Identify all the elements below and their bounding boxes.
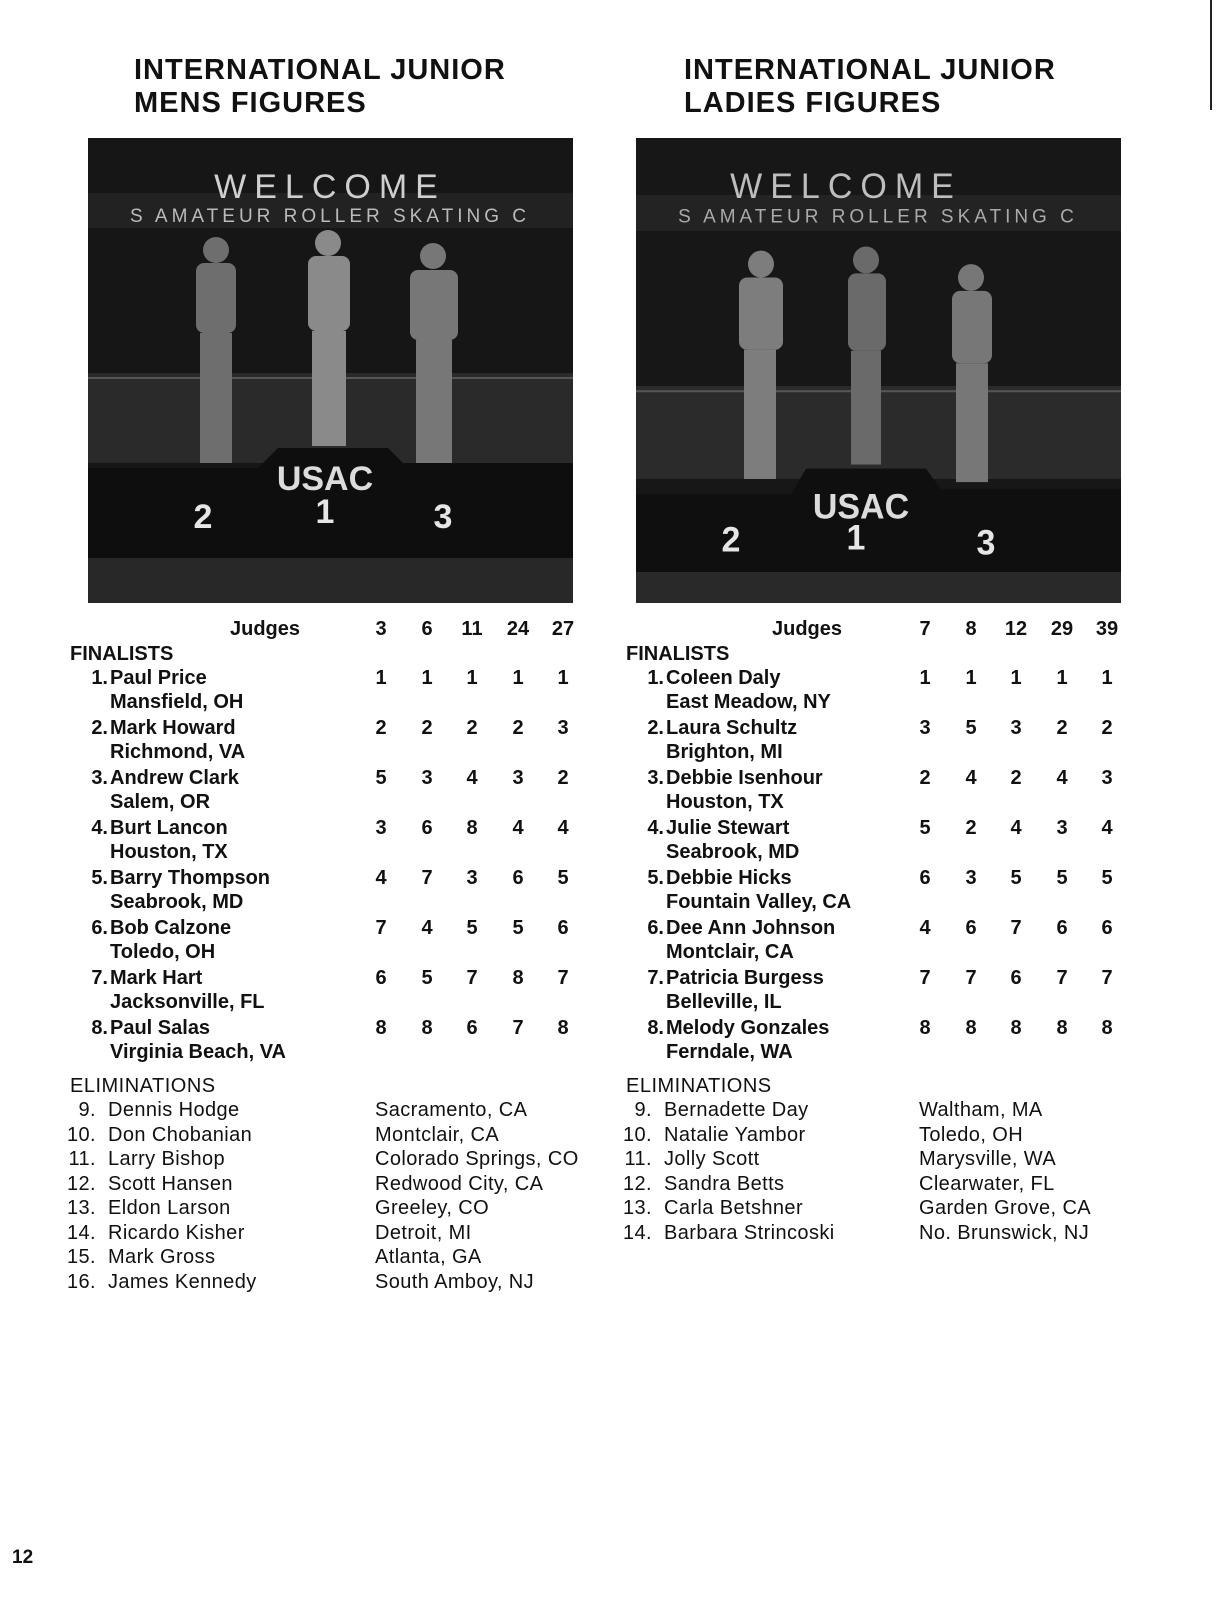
finalist-rank: 8. xyxy=(91,1017,108,1039)
finalist-rank: 5. xyxy=(647,867,664,889)
judge-score: 7 xyxy=(1101,967,1113,989)
finalist-city: Mansfield, OH xyxy=(110,691,244,713)
judge-score: 7 xyxy=(512,1017,524,1039)
judge-score: 4 xyxy=(1056,767,1068,789)
finalist-city: Houston, TX xyxy=(110,841,228,863)
finalist-name: Mark Howard xyxy=(110,717,236,739)
judge-score: 2 xyxy=(421,717,433,739)
elimination-rank: 10. xyxy=(622,1123,652,1146)
judge-number: 6 xyxy=(421,618,433,640)
elimination-rank: 9. xyxy=(634,1099,652,1121)
judge-score: 3 xyxy=(466,867,478,889)
judge-score: 7 xyxy=(919,967,931,989)
podium-place-second: 2 xyxy=(193,498,213,536)
elimination-city: Colorado Springs, CO xyxy=(375,1148,579,1170)
finalist-rank: 7. xyxy=(647,967,664,989)
judge-score: 6 xyxy=(1056,917,1068,939)
judges-row xyxy=(626,618,1146,642)
finalist-rank: 4. xyxy=(91,817,108,839)
elimination-row xyxy=(622,1172,1146,1197)
judge-score: 3 xyxy=(965,867,977,889)
judge-score: 5 xyxy=(1056,867,1068,889)
finalist-rank: 6. xyxy=(647,917,664,939)
judge-score: 1 xyxy=(1101,667,1113,689)
judge-score: 2 xyxy=(512,717,524,739)
judge-score: 1 xyxy=(1010,667,1022,689)
eliminations-list xyxy=(622,1098,1146,1245)
elimination-rank: 16. xyxy=(66,1270,96,1293)
judge-score: 8 xyxy=(919,1017,931,1039)
judge-score: 7 xyxy=(466,967,478,989)
judge-number: 8 xyxy=(965,618,977,640)
finalist-name: Paul Price xyxy=(110,667,207,689)
judge-score: 1 xyxy=(512,667,524,689)
judge-score: 5 xyxy=(965,717,977,739)
elimination-rank: 14. xyxy=(66,1221,96,1244)
elimination-city: South Amboy, NJ xyxy=(375,1270,535,1293)
judge-score: 8 xyxy=(557,1017,569,1039)
mens-figures-title xyxy=(134,54,506,120)
elimination-city: Marysville, WA xyxy=(919,1148,1057,1170)
judge-score: 7 xyxy=(965,967,977,989)
finalist-name: Andrew Clark xyxy=(110,767,239,789)
judge-number: 39 xyxy=(1095,618,1119,640)
judge-score: 1 xyxy=(375,667,387,689)
judge-score: 4 xyxy=(1101,817,1113,839)
finalist-rank: 6. xyxy=(91,917,108,939)
elimination-name: Don Chobanian xyxy=(108,1123,253,1146)
elimination-row xyxy=(626,1098,1146,1123)
finalist-city: Fountain Valley, CA xyxy=(666,891,852,913)
finalist-city: Belleville, IL xyxy=(666,991,782,1013)
podium-place-third: 3 xyxy=(433,498,453,536)
judge-score: 5 xyxy=(919,817,931,839)
page-number: 12 xyxy=(12,1547,34,1568)
finalist-name: Laura Schultz xyxy=(666,717,798,739)
judge-score: 6 xyxy=(421,817,433,839)
judge-score: 6 xyxy=(1010,967,1022,989)
elimination-name: Sandra Betts xyxy=(664,1172,785,1195)
eliminations-list xyxy=(66,1098,590,1294)
judge-score: 3 xyxy=(421,767,433,789)
judge-score: 8 xyxy=(965,1017,977,1039)
banner-welcome: WELCOME xyxy=(214,168,446,206)
judge-score: 5 xyxy=(557,867,569,889)
finalist-rank: 3. xyxy=(647,767,664,789)
judge-score: 4 xyxy=(1010,817,1022,839)
eliminations-heading: ELIMINATIONS xyxy=(626,1075,772,1097)
podium-photo-svg xyxy=(636,138,1121,603)
finalist-row xyxy=(70,716,590,766)
judge-score: 7 xyxy=(1010,917,1022,939)
elimination-name: Bernadette Day xyxy=(664,1099,809,1121)
elimination-city: Clearwater, FL xyxy=(919,1172,1055,1195)
podium-place-third: 3 xyxy=(976,523,996,563)
finalist-rank: 2. xyxy=(91,717,108,739)
elimination-rank: 10. xyxy=(66,1123,96,1146)
elimination-row xyxy=(66,1123,590,1148)
finalist-city: Richmond, VA xyxy=(110,741,246,763)
judge-number: 11 xyxy=(461,618,483,640)
elimination-rank: 12. xyxy=(66,1172,96,1195)
finalist-city: Toledo, OH xyxy=(110,941,216,963)
judge-score: 3 xyxy=(919,717,931,739)
judge-score: 6 xyxy=(557,917,569,939)
skater-second xyxy=(196,237,236,463)
finalist-city: Seabrook, MD xyxy=(666,841,800,863)
mens-podium-photo xyxy=(88,138,573,603)
title-line-2: LADIES FIGURES xyxy=(684,87,942,119)
finalist-rank: 5. xyxy=(91,867,108,889)
judge-number: 12 xyxy=(1004,618,1028,640)
judge-score: 1 xyxy=(919,667,931,689)
judge-number: 27 xyxy=(551,618,575,640)
elimination-name: Larry Bishop xyxy=(108,1148,226,1170)
skater-first xyxy=(848,247,886,465)
elimination-city: Atlanta, GA xyxy=(375,1246,482,1268)
elimination-name: Carla Betshner xyxy=(664,1197,803,1219)
judge-number: 24 xyxy=(506,618,530,640)
finalist-name: Paul Salas xyxy=(110,1017,211,1039)
finalist-row xyxy=(626,866,1146,916)
finalist-name: Melody Gonzales xyxy=(666,1017,830,1039)
judge-score: 1 xyxy=(557,667,569,689)
finalist-city: Montclair, CA xyxy=(666,941,794,963)
finalist-row xyxy=(626,666,1146,716)
judge-score: 5 xyxy=(1101,867,1113,889)
finalist-row xyxy=(70,966,590,1016)
banner-subtitle: S AMATEUR ROLLER SKATING C xyxy=(130,206,530,227)
judge-score: 5 xyxy=(466,917,478,939)
elimination-row xyxy=(622,1196,1146,1221)
skater-third xyxy=(952,264,992,482)
judge-score: 7 xyxy=(557,967,569,989)
elimination-city: Toledo, OH xyxy=(919,1123,1024,1146)
judge-score: 3 xyxy=(1010,717,1022,739)
skater-first xyxy=(308,230,350,446)
judge-score: 5 xyxy=(421,967,433,989)
finalist-name: Barry Thompson xyxy=(110,867,271,889)
judge-score: 8 xyxy=(1056,1017,1068,1039)
elimination-name: James Kennedy xyxy=(108,1270,257,1293)
finalist-row xyxy=(70,766,590,816)
elimination-rank: 11. xyxy=(68,1148,96,1170)
finalist-city: Seabrook, MD xyxy=(110,891,244,913)
finalist-row xyxy=(626,716,1146,766)
finalist-city: Virginia Beach, VA xyxy=(110,1041,286,1063)
elimination-row xyxy=(70,1147,590,1172)
elimination-city: Redwood City, CA xyxy=(375,1172,544,1195)
elimination-name: Barbara Strincoski xyxy=(664,1221,835,1244)
judge-score: 6 xyxy=(919,867,931,889)
elimination-row xyxy=(66,1221,590,1246)
judges-row xyxy=(70,618,590,642)
judge-score: 8 xyxy=(466,817,478,839)
judge-score: 1 xyxy=(1056,667,1068,689)
judge-score: 5 xyxy=(512,917,524,939)
finalist-name: Debbie Hicks xyxy=(666,867,792,889)
judge-score: 4 xyxy=(965,767,977,789)
judge-score: 6 xyxy=(512,867,524,889)
finalist-row xyxy=(626,766,1146,816)
judge-score: 8 xyxy=(1101,1017,1113,1039)
elimination-city: Detroit, MI xyxy=(375,1221,472,1244)
finalist-name: Bob Calzone xyxy=(110,917,232,939)
finalist-rank: 3. xyxy=(91,767,108,789)
finalists-heading: FINALISTS xyxy=(626,643,730,665)
finalist-city: East Meadow, NY xyxy=(666,691,831,713)
judge-score: 3 xyxy=(1056,817,1068,839)
judges-label: Judges xyxy=(772,618,843,640)
skater-third xyxy=(410,243,458,470)
finalist-row xyxy=(70,816,590,866)
podium-place-second: 2 xyxy=(721,520,741,560)
elimination-row xyxy=(622,1123,1146,1148)
elimination-city: Sacramento, CA xyxy=(375,1099,528,1121)
finalist-row xyxy=(626,816,1146,866)
finalist-name: Patricia Burgess xyxy=(666,967,824,989)
finalists-list xyxy=(626,666,1146,1066)
judge-number: 7 xyxy=(919,618,931,640)
judge-score: 2 xyxy=(1101,717,1113,739)
elimination-rank: 11. xyxy=(624,1148,652,1170)
elimination-name: Scott Hansen xyxy=(108,1172,233,1195)
elimination-row xyxy=(70,1098,590,1123)
finalist-rank: 4. xyxy=(647,817,664,839)
banner-welcome: WELCOME xyxy=(730,167,962,207)
elimination-row xyxy=(66,1270,590,1295)
finalist-row xyxy=(70,666,590,716)
finalist-city: Jacksonville, FL xyxy=(110,991,265,1013)
title-line-1: INTERNATIONAL JUNIOR xyxy=(134,54,506,86)
judge-score: 2 xyxy=(919,767,931,789)
finalist-rank: 1. xyxy=(91,667,108,689)
finalist-name: Debbie Isenhour xyxy=(666,767,823,789)
judge-score: 6 xyxy=(965,917,977,939)
judge-score: 2 xyxy=(1010,767,1022,789)
finalists-list xyxy=(70,666,590,1066)
elimination-name: Jolly Scott xyxy=(664,1148,760,1170)
elimination-city: Greeley, CO xyxy=(375,1197,490,1219)
judge-score: 5 xyxy=(1010,867,1022,889)
finalist-rank: 8. xyxy=(647,1017,664,1039)
judge-score: 1 xyxy=(421,667,433,689)
elimination-rank: 9. xyxy=(78,1099,96,1121)
elimination-rank: 15. xyxy=(66,1246,96,1268)
finalist-rank: 1. xyxy=(647,667,664,689)
finalist-row xyxy=(626,966,1146,1016)
elimination-city: No. Brunswick, NJ xyxy=(919,1221,1090,1244)
finalist-rank: 2. xyxy=(647,717,664,739)
elimination-name: Mark Gross xyxy=(108,1246,216,1268)
ladies-podium-photo xyxy=(636,138,1121,603)
finalist-row xyxy=(70,916,590,966)
title-line-2: MENS FIGURES xyxy=(134,87,367,119)
judge-score: 8 xyxy=(512,967,524,989)
page-edge-line xyxy=(1210,0,1212,110)
ladies-results xyxy=(622,618,1146,1245)
judge-score: 2 xyxy=(1056,717,1068,739)
judge-score: 4 xyxy=(466,767,478,789)
finalist-rank: 7. xyxy=(91,967,108,989)
finalist-city: Brighton, MI xyxy=(666,741,783,763)
judge-score: 3 xyxy=(512,767,524,789)
finalist-city: Ferndale, WA xyxy=(666,1041,793,1063)
podium-logo: USAC xyxy=(812,487,910,527)
elimination-row xyxy=(66,1172,590,1197)
judge-score: 2 xyxy=(965,817,977,839)
judge-score: 6 xyxy=(375,967,387,989)
finalist-city: Salem, OR xyxy=(110,791,211,813)
judge-score: 2 xyxy=(375,717,387,739)
judge-score: 3 xyxy=(375,817,387,839)
elimination-row xyxy=(622,1221,1146,1246)
judge-score: 8 xyxy=(421,1017,433,1039)
judge-score: 7 xyxy=(375,917,387,939)
mens-results xyxy=(66,618,590,1294)
podium-place-first: 1 xyxy=(846,518,866,558)
banner-subtitle: S AMATEUR ROLLER SKATING C xyxy=(678,206,1078,228)
judge-score: 4 xyxy=(375,867,387,889)
title-line-1: INTERNATIONAL JUNIOR xyxy=(684,54,1056,86)
podium-place-first: 1 xyxy=(315,493,335,531)
eliminations-heading: ELIMINATIONS xyxy=(70,1075,216,1097)
judge-score: 7 xyxy=(1056,967,1068,989)
judge-number: 3 xyxy=(375,618,387,640)
judge-score: 3 xyxy=(1101,767,1113,789)
elimination-city: Garden Grove, CA xyxy=(919,1197,1092,1219)
elimination-rank: 13. xyxy=(622,1197,652,1219)
elimination-name: Ricardo Kisher xyxy=(108,1221,245,1244)
finalist-row xyxy=(626,1016,1146,1066)
elimination-name: Dennis Hodge xyxy=(108,1099,240,1121)
finalist-row xyxy=(70,866,590,916)
finalist-row xyxy=(70,1016,590,1066)
ladies-figures-title xyxy=(684,54,1056,120)
elimination-rank: 14. xyxy=(622,1221,652,1244)
judge-score: 3 xyxy=(557,717,569,739)
finalist-name: Coleen Daly xyxy=(666,667,781,689)
finalist-city: Houston, TX xyxy=(666,791,784,813)
finalist-name: Mark Hart xyxy=(110,967,203,989)
elimination-rank: 13. xyxy=(66,1197,96,1219)
elimination-rank: 12. xyxy=(622,1172,652,1195)
judge-score: 5 xyxy=(375,767,387,789)
elimination-name: Natalie Yambor xyxy=(664,1123,806,1146)
podium-photo-svg xyxy=(88,138,573,603)
judge-score: 1 xyxy=(466,667,478,689)
finalist-name: Burt Lancon xyxy=(110,817,228,839)
judge-score: 4 xyxy=(919,917,931,939)
judge-score: 4 xyxy=(557,817,569,839)
finalist-row xyxy=(626,916,1146,966)
judge-score: 8 xyxy=(1010,1017,1022,1039)
judge-score: 2 xyxy=(466,717,478,739)
elimination-row xyxy=(66,1196,590,1221)
elimination-name: Eldon Larson xyxy=(108,1197,231,1219)
elimination-row xyxy=(626,1147,1146,1172)
judge-number: 29 xyxy=(1050,618,1074,640)
judge-score: 1 xyxy=(965,667,977,689)
judges-label: Judges xyxy=(230,618,301,640)
judge-score: 6 xyxy=(466,1017,478,1039)
finalist-name: Dee Ann Johnson xyxy=(666,917,836,939)
judge-score: 7 xyxy=(421,867,433,889)
judge-score: 6 xyxy=(1101,917,1113,939)
elimination-row xyxy=(66,1245,590,1270)
judge-score: 8 xyxy=(375,1017,387,1039)
judge-score: 4 xyxy=(512,817,524,839)
finalist-name: Julie Stewart xyxy=(666,817,790,839)
finalists-heading: FINALISTS xyxy=(70,643,174,665)
elimination-city: Montclair, CA xyxy=(375,1123,500,1146)
elimination-city: Waltham, MA xyxy=(919,1099,1043,1121)
judge-score: 4 xyxy=(421,917,433,939)
podium-logo: USAC xyxy=(276,460,374,498)
judge-score: 2 xyxy=(557,767,569,789)
